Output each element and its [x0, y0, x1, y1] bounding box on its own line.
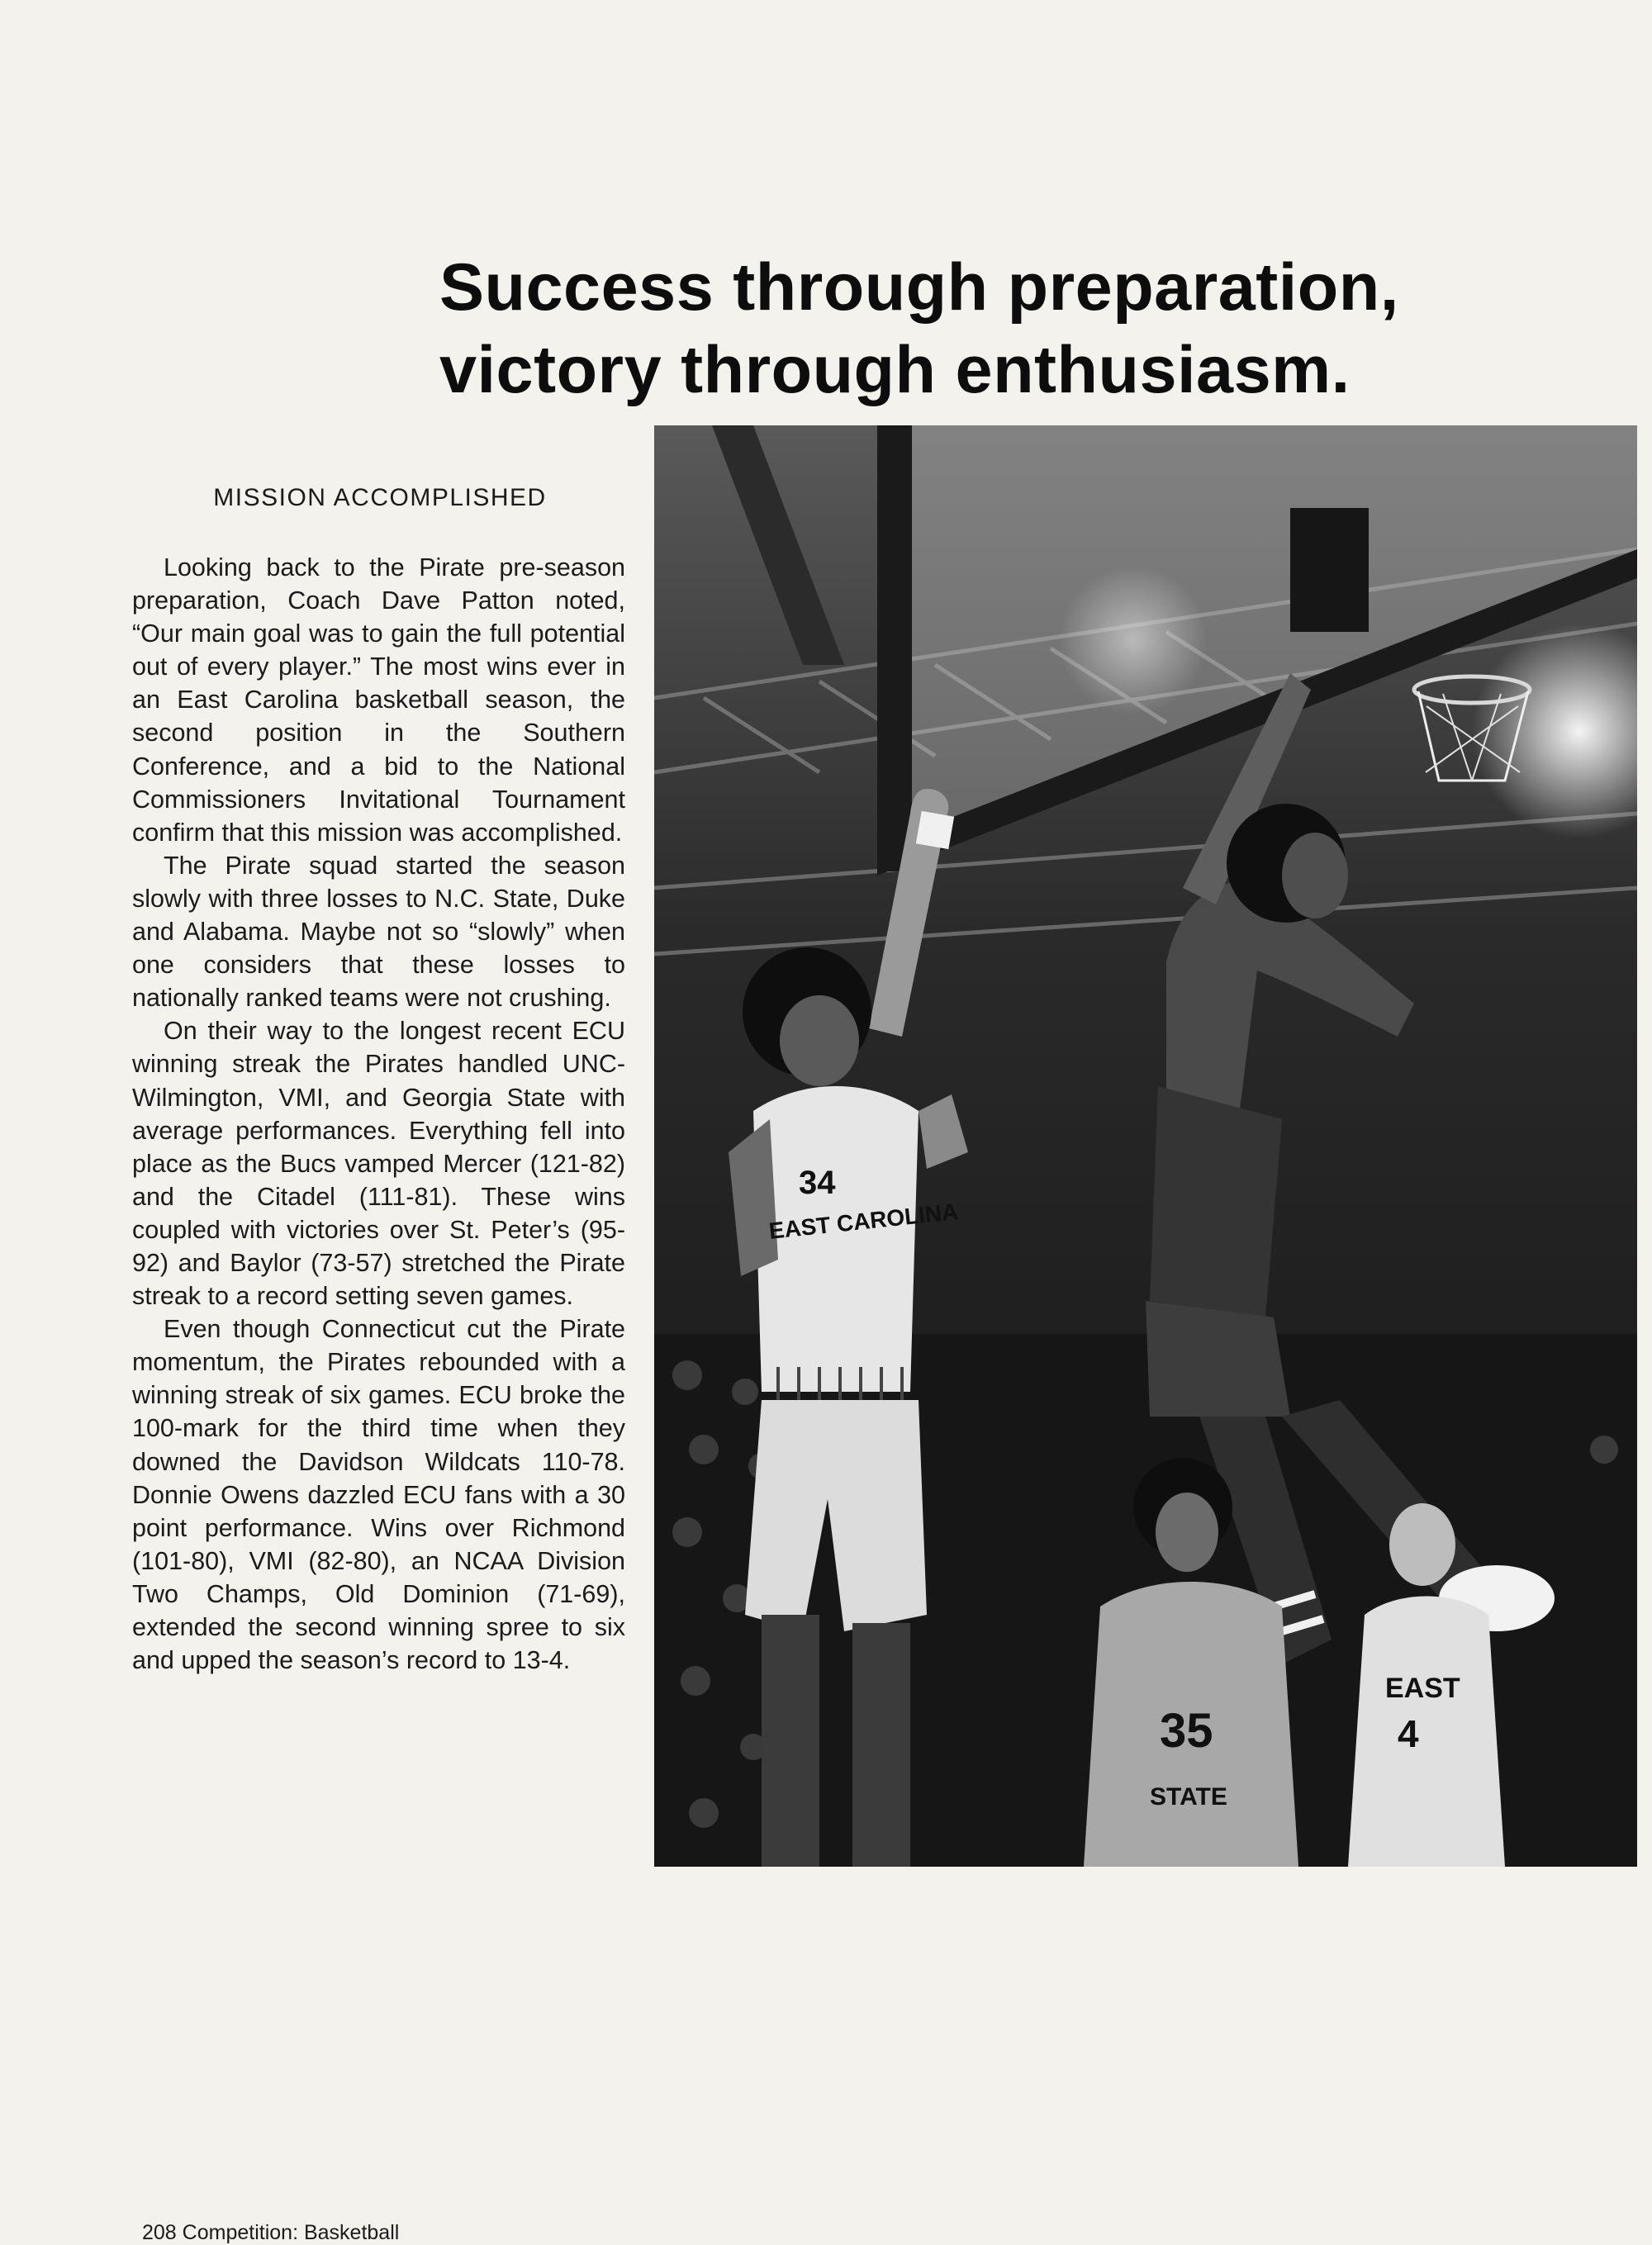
- section-label: Competition: Basketball: [182, 2221, 400, 2244]
- face: [1282, 833, 1348, 918]
- article-paragraph: Looking back to the Pirate pre-season preparation, Coach Dave Patton noted, “Our main goal was to gain the full potential out of every player.” The most wins ever in an East Carolina basketball season, the second position in the Southern Conference, and a bid to the National Commissioners Invitational Tournament confirm that this mission was accomplished.: [132, 553, 625, 847]
- face: [1389, 1503, 1455, 1586]
- headline-line-2: victory through enthusiasm.: [439, 333, 1351, 407]
- face: [1156, 1493, 1218, 1572]
- jersey-lettering: EAST: [1385, 1673, 1460, 1704]
- jersey-lettering: EAST CAROLINA: [767, 1198, 960, 1244]
- wristband: [916, 811, 954, 849]
- article-paragraph: On their way to the longest recent ECU winning streak the Pirates handled UNC-Wilmington, VMI, and Georgia State with average performances. Everything fell into place as the Bucs vamped Mercer (121-82) and the Citadel (111-81). These wins coupled with victories over St. Peter’s (95-92) and Baylor (73-57) stretched the Pirate streak to a record setting seven games.: [132, 1017, 625, 1311]
- face: [780, 995, 859, 1086]
- photo-illustration: [654, 425, 1637, 1867]
- headline-line-1: Success through preparation,: [439, 250, 1399, 325]
- shorts: [1146, 1301, 1290, 1417]
- backboard-frame: [877, 425, 912, 871]
- section-title: MISSION ACCOMPLISHED: [213, 484, 547, 511]
- jersey-lettering: STATE: [1150, 1783, 1227, 1811]
- headline: [439, 246, 1612, 411]
- left-leg: [762, 1615, 819, 1867]
- jersey: [1348, 1597, 1505, 1868]
- jersey: [1150, 1086, 1282, 1317]
- jersey-number: 34: [799, 1165, 836, 1201]
- right-leg: [852, 1623, 910, 1867]
- jersey-number: 35: [1160, 1704, 1213, 1758]
- page-number: 208: [142, 2221, 177, 2244]
- article-paragraph: The Pirate squad started the season slowly with three losses to N.C. State, Duke and Alabama. Maybe not so “slowly” when one considers that these losses to nationally ranked teams were not crushing.: [132, 851, 625, 1013]
- article-paragraph: Even though Connecticut cut the Pirate momentum, the Pirates rebounded with a winning streak of six games. ECU broke the 100-mark for the third time when they downed the Davidson Wildcats 110-78. Donnie Owens dazzled ECU fans with a 30 point performance. Wins over Richmond (101-80), VMI (82-80), an NCAA Division Two Champs, Old Dominion (71-69), extended the second winning spree to six and upped the season’s record to 13-4.: [132, 1315, 625, 1675]
- article-body: [132, 551, 625, 1677]
- jersey-number: 4: [1398, 1712, 1419, 1755]
- backboard-bracket: [1290, 508, 1369, 632]
- page-footer: [142, 2221, 399, 2245]
- basketball-game-photo: [654, 425, 1637, 1867]
